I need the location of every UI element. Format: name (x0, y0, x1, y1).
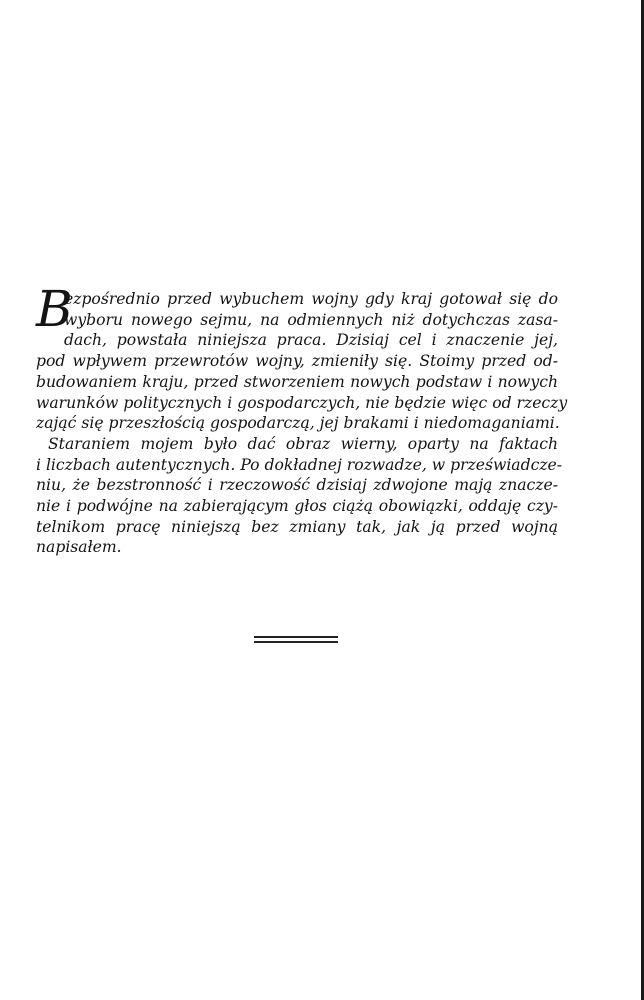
text-line: warunków politycznych i gospodarczych, nie będzie więc od rzeczy (36, 393, 568, 412)
divider-rule-top (254, 636, 338, 638)
text-line: budowaniem kraju, przed stworzeniem nowych podstaw i nowych (36, 372, 558, 391)
divider-rule-bottom (254, 641, 338, 643)
section-divider (254, 636, 338, 646)
drop-cap: B (36, 280, 73, 338)
text-line: niu, że bezstronność i rzeczowość dzisiaj zdwojone mają znacze- (36, 476, 558, 495)
text-line: ezpośrednio przed wybuchem wojny gdy kraj gotował się do (64, 290, 558, 308)
text-line: pod wpływem przewrotów wojny, zmieniły się. Stoimy przed od- (36, 352, 558, 371)
text-line: telnikom pracę niniejszą bez zmiany tak, jak ją przed wojną (36, 517, 558, 536)
text-line: i liczbach autentycznych. Po dokładnej rozwadze, w przeświadcze- (36, 455, 563, 474)
text-line: Staraniem mojem było dać obraz wierny, oparty na faktach (48, 434, 558, 453)
text-line: dach, powstała niniejsza praca. Dzisiaj cel i znaczenie jej, (64, 331, 558, 350)
preface-text (36, 280, 568, 558)
text-line: napisałem. (36, 538, 122, 557)
text-line: zająć się przeszłością gospodarczą, jej brakami i niedomaganiami. (36, 414, 560, 433)
text-line: wyboru nowego sejmu, na odmiennych niż dotychczas zasa- (64, 310, 558, 329)
text-line: nie i podwójne na zabierającym głos ciążą obowiązki, oddaję czy- (36, 497, 558, 516)
